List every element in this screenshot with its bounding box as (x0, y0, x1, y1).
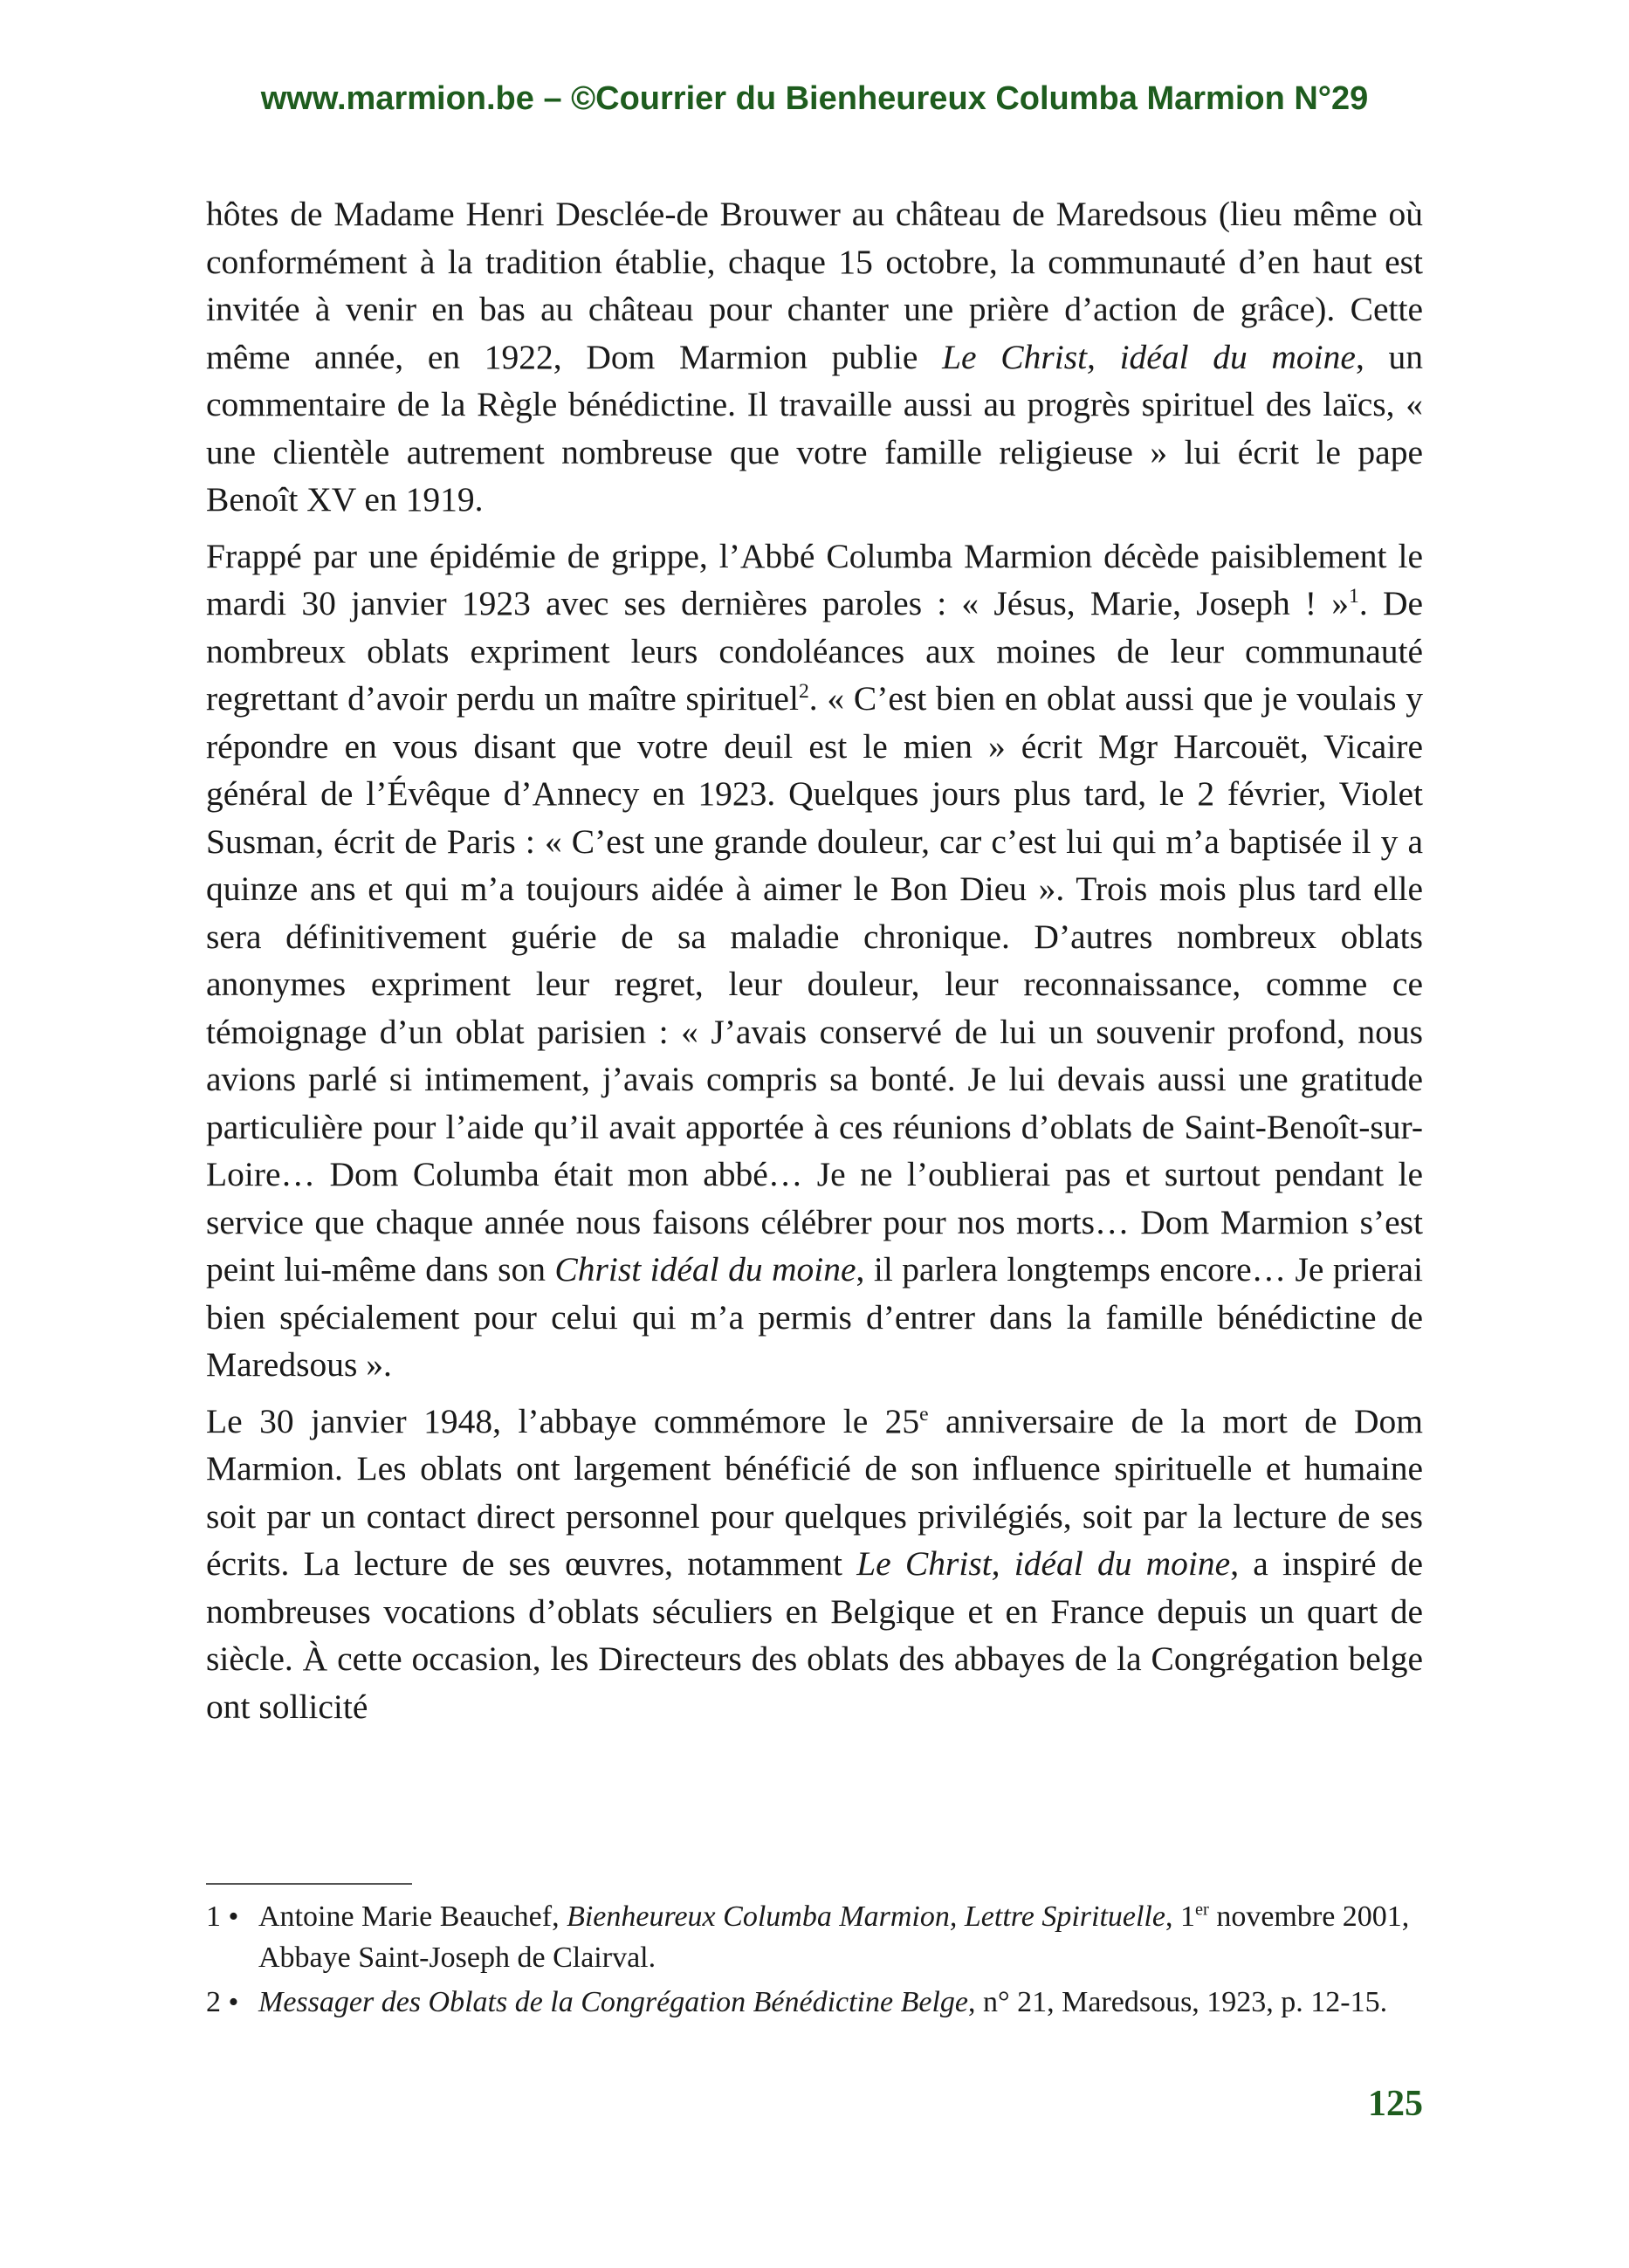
text-segment: anniversaire de la mort de Dom Marmion. Les oblats ont largement bénéficié de son influence spirituelle et humaine soit par un contact direct personnel pour quelques privilégiés, soit par la lecture de ses écrits. La lecture de ses œuvres, notamment (206, 1401, 1423, 1583)
book-title: Le Christ, idéal du moine (856, 1544, 1231, 1583)
text-segment: novembre 2001, Abbaye Saint-Joseph de Clairval. (258, 1900, 1410, 1974)
footnote-number: 2 • (206, 1986, 239, 2018)
footnote-1 (206, 1896, 1423, 1978)
text-segment: . De nombreux oblats expriment leurs condoléances aux moines de leur communauté regrettant d’avoir perdu un maître spirituel (206, 584, 1423, 718)
footnote-ref-2[interactable]: 2 (798, 679, 809, 703)
paragraph-3 (206, 1398, 1423, 1731)
text-segment: hôtes de Madame Henri Desclée-de Brouwer au château de Maredsous (lieu même où conformément à la tradition établie, chaque 15 octobre, la communauté d’en haut est invitée à venir en bas au château pour chanter une prière d’action de grâce). Cette même année, en 1922, Dom Marmion publie (206, 195, 1423, 376)
body-text (206, 190, 1423, 1739)
footnote-ref-1[interactable]: 1 (1349, 584, 1359, 608)
footnotes (206, 1896, 1423, 2026)
footnote-number: 1 • (206, 1900, 239, 1933)
running-header: www.marmion.be – ©Courrier du Bienheureux Columba Marmion N°29 (260, 80, 1369, 117)
book-title: Bienheureux Columba Marmion, Lettre Spirituelle (567, 1900, 1165, 1933)
ordinal-superscript: e (919, 1402, 929, 1426)
text-segment: , un commentaire de la Règle bénédictine. Il travaille aussi au progrès spirituel des laïcs, « une clientèle autrement nombreuse que votre famille religieuse » lui écrit le pape Benoît XV en 1919. (206, 337, 1423, 519)
paragraph-2 (206, 533, 1423, 1389)
text-segment: Frappé par une épidémie de grippe, l’Abbé Columba Marmion décède paisiblement le mardi 30 janvier 1923 avec ses dernières paroles : « Jésus, Marie, Joseph ! » (206, 536, 1423, 622)
text-segment: , il parlera longtemps encore… Je prierai bien spécialement pour celui qui m’a permis d’entrer dans la famille bénédictine de Maredsous ». (206, 1250, 1423, 1384)
footnote-text (258, 1896, 1423, 1978)
text-segment: , n° 21, Maredsous, 1923, p. 12-15. (968, 1986, 1388, 2018)
text-segment: Le 30 janvier 1948, l’abbaye commémore le 25 (206, 1401, 920, 1440)
text-segment: , a inspiré de nombreuses vocations d’oblats séculiers en Belgique et en France depuis un quart de siècle. À cette occasion, les Directeurs des oblats des abbayes de la Congrégation belge ont sollicité (206, 1544, 1423, 1726)
ordinal-superscript: er (1194, 1900, 1209, 1920)
text-segment: , 1 (1165, 1900, 1195, 1933)
book-title: Messager des Oblats de la Congrégation Bénédictine Belge (258, 1986, 968, 2018)
text-segment: Antoine Marie Beauchef, (258, 1900, 567, 1933)
text-segment: . « C’est bien en oblat aussi que je voulais y répondre en vous disant que votre deuil est le mien » écrit Mgr Harcouët, Vicaire général de l’Évêque d’Annecy en 1923. Quelques jours plus tard, le 2 février, Violet Susman, écrit de Paris : « C’est une grande douleur, car c’est lui qui m’a baptisée il y a quinze ans et qui m’a toujours aidée à aimer le Bon Dieu ». Trois mois plus tard elle sera définitivement guérie de sa maladie chronique. D’autres nombreux oblats anonymes expriment leur regret, leur douleur, leur reconnaissance, comme ce témoignage d’un oblat parisien : « J’avais conservé de lui un souvenir profond, nous avions parlé si intimement, j’avais compris sa bonté. Je lui devais aussi une gratitude particulière pour l’aide qu’il avait apportée à ces réunions d’oblats de Saint-Benoît-sur-Loire… Dom Columba était mon abbé… Je ne l’oublierai pas et surtout pendant le service que chaque année nous faisons célébrer pour nos morts… Dom Marmion s’est peint lui-même dans son (206, 679, 1423, 1289)
book-title: Christ idéal du moine (554, 1250, 856, 1289)
footnote-text (258, 1982, 1423, 2023)
footnote-divider (206, 1883, 412, 1885)
paragraph-1 (206, 190, 1423, 524)
page-number: 125 (1368, 2084, 1423, 2124)
book-title: Le Christ, idéal du moine (942, 337, 1356, 376)
footnote-2 (206, 1982, 1423, 2023)
